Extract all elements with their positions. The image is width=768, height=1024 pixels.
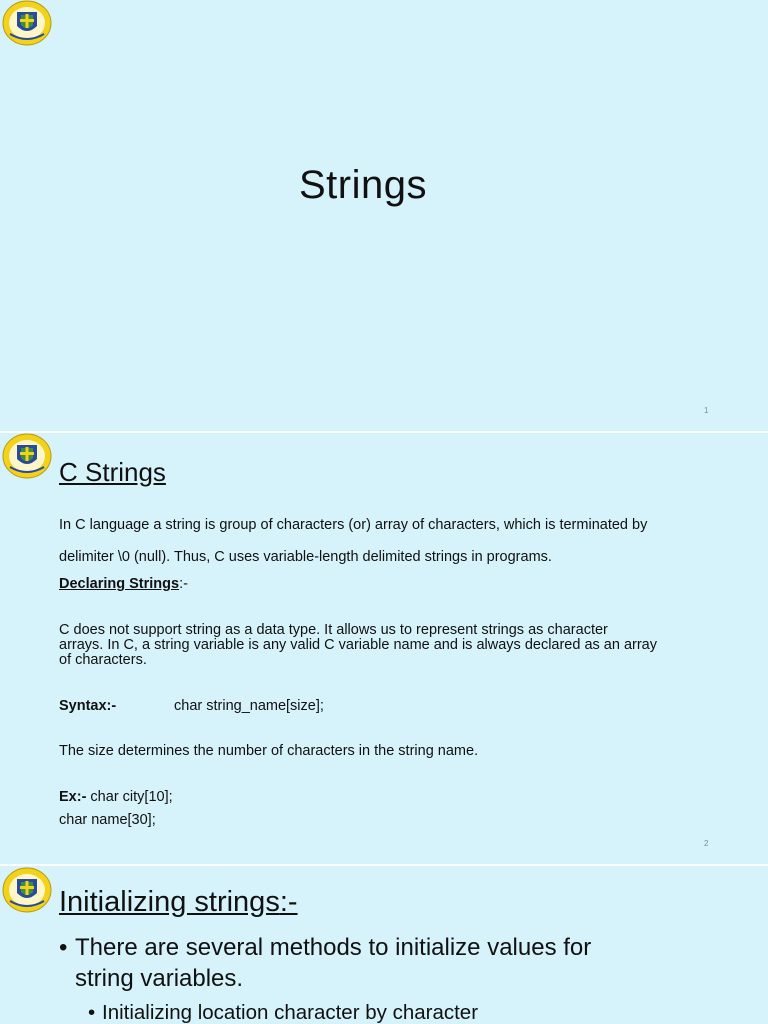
- page-number: 2: [704, 839, 709, 848]
- college-emblem-icon: [2, 867, 52, 913]
- college-emblem-icon: [2, 433, 52, 479]
- support-line-1: C does not support string as a data type. It allows us to represent strings as character: [59, 622, 608, 638]
- support-line-3: of characters.: [59, 652, 147, 668]
- slide-title: Strings: [299, 163, 427, 207]
- example-line-2: char name[30];: [59, 812, 156, 828]
- intro-line-2: delimiter \0 (null). Thus, C uses variable-length delimited strings in programs.: [59, 549, 552, 565]
- slide-3: [0, 866, 768, 1024]
- slide-2: [0, 433, 768, 864]
- intro-line-1: In C language a string is group of characters (or) array of characters, which is terminated by: [59, 517, 648, 533]
- support-line-2: arrays. In C, a string variable is any valid C variable name and is always declared as an array: [59, 637, 657, 653]
- size-note: The size determines the number of characters in the string name.: [59, 743, 479, 759]
- syntax-label: Syntax:-: [59, 698, 117, 714]
- bullet-icon: •: [88, 1001, 96, 1024]
- example-line-1: Ex:- char city[10];: [59, 789, 173, 805]
- bullet-icon: •: [59, 934, 68, 961]
- page-number: 1: [704, 406, 709, 415]
- bullet-item-2: • Initializing location character by character: [88, 997, 478, 1024]
- section-heading: Initializing strings:-: [59, 886, 298, 918]
- bullet-item-1-continued: string variables.: [75, 965, 244, 992]
- section-heading: C Strings: [59, 457, 166, 487]
- slide-1: [0, 0, 768, 431]
- bullet-item-1: • There are several methods to initialize values for: [59, 934, 592, 961]
- syntax-code: char string_name[size];: [174, 698, 324, 714]
- college-emblem-icon: [2, 0, 52, 46]
- declaring-strings-label: Declaring Strings:-: [59, 576, 188, 592]
